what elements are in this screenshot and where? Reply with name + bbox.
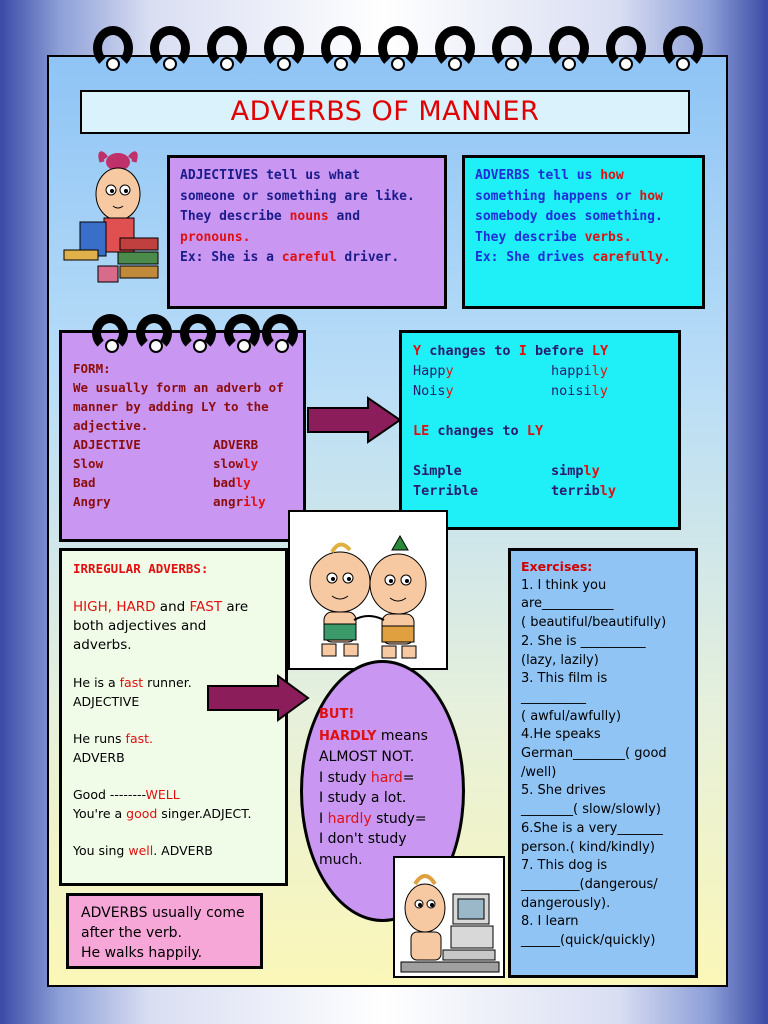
adverbs-line: They describe verbs.: [475, 229, 632, 245]
form-table-row: Angry angrily: [73, 494, 266, 509]
adjectives-example: Ex: She is a careful driver.: [180, 250, 400, 265]
form-heading: FORM:: [73, 361, 111, 376]
reading-girl-illustration: [58, 142, 164, 288]
bubble-text: ALMOST NOT.: [319, 749, 415, 765]
exercise-line: 4.He speaks: [521, 727, 601, 743]
exercise-line: dangerously).: [521, 895, 611, 911]
y-example-row: Noisy noisily: [413, 383, 608, 399]
irregular-example: He runs fast.: [73, 731, 153, 746]
exercise-line: (lazy, lazily): [521, 652, 599, 668]
adjectives-line: They describe nouns and: [180, 209, 361, 224]
exercise-line: __________: [521, 689, 586, 705]
spiral-ring-icon: [180, 314, 216, 352]
adverbs-line: somebody does something.: [475, 209, 663, 224]
right-arrow-icon: [306, 396, 402, 444]
form-text: manner by adding LY to the: [73, 399, 269, 414]
form-text: We usually form an adverb of: [73, 380, 284, 395]
computer-kid-illustration: [393, 856, 505, 978]
bubble-text: I don't study: [319, 831, 407, 847]
spiral-ring-icon: [150, 26, 190, 70]
note-line: ADVERBS usually come: [81, 905, 245, 921]
irregular-example: You sing well. ADVERB: [73, 843, 213, 858]
right-arrow-icon: [206, 674, 310, 722]
spiral-ring-icon: [207, 26, 247, 70]
exercise-line: 7. This dog is: [521, 858, 608, 874]
le-example-row: Terrible terribly: [413, 483, 617, 499]
le-rule: LE changes to LY: [413, 423, 544, 439]
adverb-position-note: [66, 893, 263, 969]
y-rule: Y changes to I before LY: [413, 343, 609, 359]
spiral-ring-icon: [378, 26, 418, 70]
irregular-heading: IRREGULAR ADVERBS:: [73, 561, 209, 576]
exercise-line: ( awful/awfully): [521, 708, 622, 724]
adjectives-line: someone or something are like.: [180, 188, 415, 204]
exercise-line: 6.She is a very_______: [521, 820, 663, 836]
note-line: after the verb.: [81, 925, 182, 941]
spiral-ring-icon: [136, 314, 172, 352]
note-line: He walks happily.: [81, 945, 203, 961]
adverbs-definition-box: [462, 155, 705, 309]
irregular-text: both adjectives and: [73, 618, 207, 634]
exercises-heading: Exercises:: [521, 559, 593, 574]
spiral-ring-icon: [93, 26, 133, 70]
page-title: ADVERBS OF MANNER: [230, 96, 540, 127]
adverbs-line: ADVERBS tell us how: [475, 168, 624, 183]
spiral-ring-icon: [224, 314, 260, 352]
exercises-box: [508, 548, 698, 978]
irregular-example-label: ADVERB: [73, 750, 125, 765]
irregular-example: He is a fast runner.: [73, 675, 192, 690]
exercise-line: 3. This film is: [521, 671, 608, 687]
irregular-text: HIGH, HARD and FAST are: [73, 599, 249, 615]
exercise-line: ______(quick/quickly): [521, 933, 656, 949]
exercise-line: ________( slow/slowly): [521, 802, 661, 818]
exercise-line: /well): [521, 764, 557, 780]
spiral-ring-icon: [492, 26, 532, 70]
spiral-ring-icon: [262, 314, 298, 352]
spiral-ring-icon: [663, 26, 703, 70]
bubble-text: I study a lot.: [319, 790, 407, 806]
exercise-line: German________( good: [521, 746, 667, 762]
spelling-rules-box: [399, 330, 681, 530]
exercise-line: 5. She drives: [521, 783, 606, 799]
spiral-ring-icon: [549, 26, 589, 70]
but-label: BUT!: [319, 707, 355, 722]
irregular-example: You're a good singer.ADJECT.: [73, 806, 252, 821]
exercise-line: ( beautiful/beautifully): [521, 615, 667, 631]
y-example-row: Happy happily: [413, 363, 608, 379]
form-table-header: ADJECTIVE ADVERB: [73, 437, 259, 452]
spiral-ring-icon: [92, 314, 128, 352]
page-title-box: [80, 90, 690, 134]
adjectives-line: pronouns.: [180, 229, 251, 245]
bubble-text: I hardly study=: [319, 810, 427, 827]
spiral-ring-icon: [264, 26, 304, 70]
form-text: adjective.: [73, 418, 149, 433]
exercise-line: 8. I learn: [521, 914, 579, 930]
irregular-example: Good --------WELL: [73, 787, 180, 802]
spiral-ring-icon: [606, 26, 646, 70]
dancing-babies-illustration: [288, 510, 448, 670]
exercise-line: are___________: [521, 596, 614, 612]
spiral-ring-icon: [435, 26, 475, 70]
form-rule-box: [59, 330, 306, 542]
form-table-row: Bad badly: [73, 475, 251, 490]
exercise-line: 2. She is __________: [521, 633, 646, 649]
bubble-text: much.: [319, 851, 363, 868]
irregular-example-label: ADJECTIVE: [73, 694, 140, 709]
spiral-ring-icon: [321, 26, 361, 70]
adjectives-line: ADJECTIVES tell us what: [180, 168, 361, 183]
le-example-row: Simple simply: [413, 463, 600, 479]
exercise-line: 1. I think you: [521, 577, 607, 593]
adverbs-line: something happens or how: [475, 188, 663, 204]
adverbs-example: Ex: She drives carefully.: [475, 250, 671, 265]
adjectives-definition-box: [167, 155, 447, 309]
exercise-line: _________(dangerous/: [521, 876, 658, 892]
exercise-line: person.( kind/kindly): [521, 839, 655, 855]
form-table-row: Slow slowly: [73, 456, 259, 471]
bubble-text: I study hard=: [319, 769, 415, 786]
bubble-text: HARDLY means: [319, 727, 428, 744]
irregular-text: adverbs.: [73, 637, 132, 653]
